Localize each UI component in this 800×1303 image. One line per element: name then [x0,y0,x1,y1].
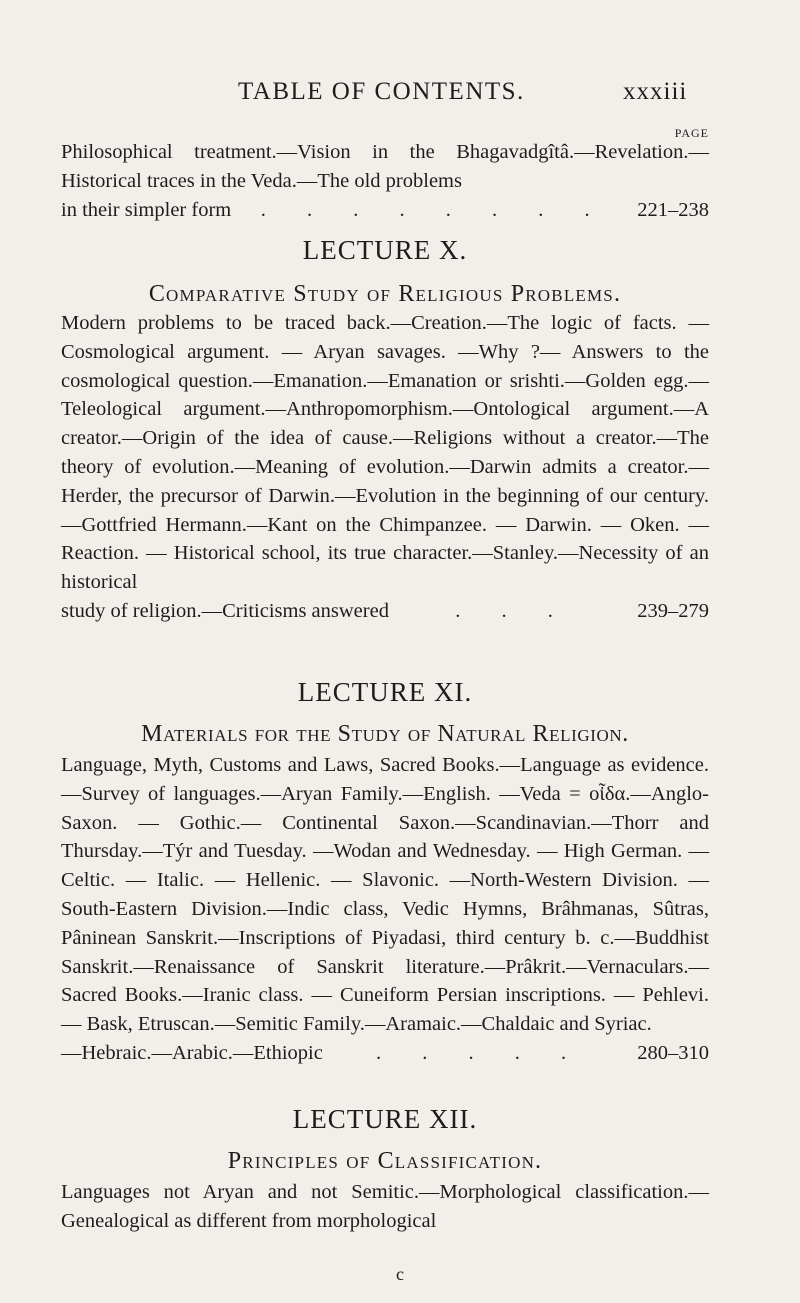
lecture-title: Comparative Study of Religious Problems. [148,281,622,307]
entry-summary: Philosophical treatment.—Vision in the Bhagavadgîtâ.—Revelation.—Historical traces in the Veda.—The old problems [61,141,709,192]
lecture-heading: LECTURE XII. [292,1104,478,1134]
lecture-summary [61,309,709,626]
summary-text: Languages not Aryan and not Semitic.—Morphological classification.—Genealogical as different from morphological [61,1181,709,1232]
lecture-title: Principles of Classification. [227,1148,543,1174]
page-range: 280–310 [637,1041,709,1064]
page-column-label: PAGE [674,126,709,140]
entry-last-line [61,597,709,626]
lecture-title: Materials for the Study of Natural Religion. [141,721,629,747]
lecture-summary [61,1178,709,1236]
lecture-summary [61,751,709,1068]
page-range: 221–238 [637,198,709,221]
dot-leader: . . . . . . . . [260,198,608,221]
entry-last-text: study of religion.—Criticisms answered [61,599,389,622]
entry-last-line [61,1039,709,1068]
continued-entry [61,138,709,224]
lecture-heading: LECTURE XI. [297,677,473,707]
dot-leader: . . . [455,599,571,622]
entry-last-text: —Hebraic.—Arabic.—Ethiopic [61,1041,323,1064]
summary-text: Modern problems to be traced back.—Creation.—The logic of facts. — Cosmological argument. — Aryan savages. —Why ?— Answers to the cosmological question.—Emanation.—Emanation or srishti.—Golden egg.—Teleological argument.—Anthropomorphism.—Ontological argument.—A creator.—Origin of the idea of cause.—Religions without a creator.—The theory of evolution.—Meaning of evolution.—Darwin admits a creator.—Herder, the precursor of Darwin.—Evolution in the beginning of our century.—Gottfried Hermann.—Kant on the Chimpanzee. — Darwin. — Oken. — Reaction. — Historical school, its true character.—Stanley.—Necessity of an historical [61,312,709,594]
page-header [0,76,800,116]
summary-text: Language, Myth, Customs and Laws, Sacred Books.—Language as evidence.—Survey of languages.—Aryan Family.—English. —Veda = οἶδα.—Anglo-Saxon. — Gothic.— Continental Saxon.—Scandinavian.—Thorr and Thursday.—Týr and Tuesday. —Wodan and Wednesday. — High German. — Celtic. — Italic. — Hellenic. — Slavonic. —North-Western Division. — South-Eastern Division.—Indic class, Vedic Hymns, Brâhmanas, Sûtras, Pâninean Sanskrit.—Inscriptions of Piyadasi, third century b. c.—Buddhist Sanskrit.—Renaissance of Sanskrit literature.—Prâkrit.—Vernaculars.—Sacred Books.—Iranic class. — Cuneiform Persian inscriptions. — Pehlevi. — Bask, Etruscan.—Semitic Family.—Aramaic.—Chaldaic and Syriac. [61,754,709,1036]
page-number: xxxiii [623,78,688,105]
dot-leader: . . . . . [375,1041,585,1064]
signature-mark: c [396,1264,404,1284]
entry-last-text: in their simpler form [61,198,232,221]
page-range: 239–279 [637,599,709,622]
running-title: TABLE OF CONTENTS. [238,78,525,105]
entry-last-line [61,196,709,225]
lecture-heading: LECTURE X. [302,235,468,265]
